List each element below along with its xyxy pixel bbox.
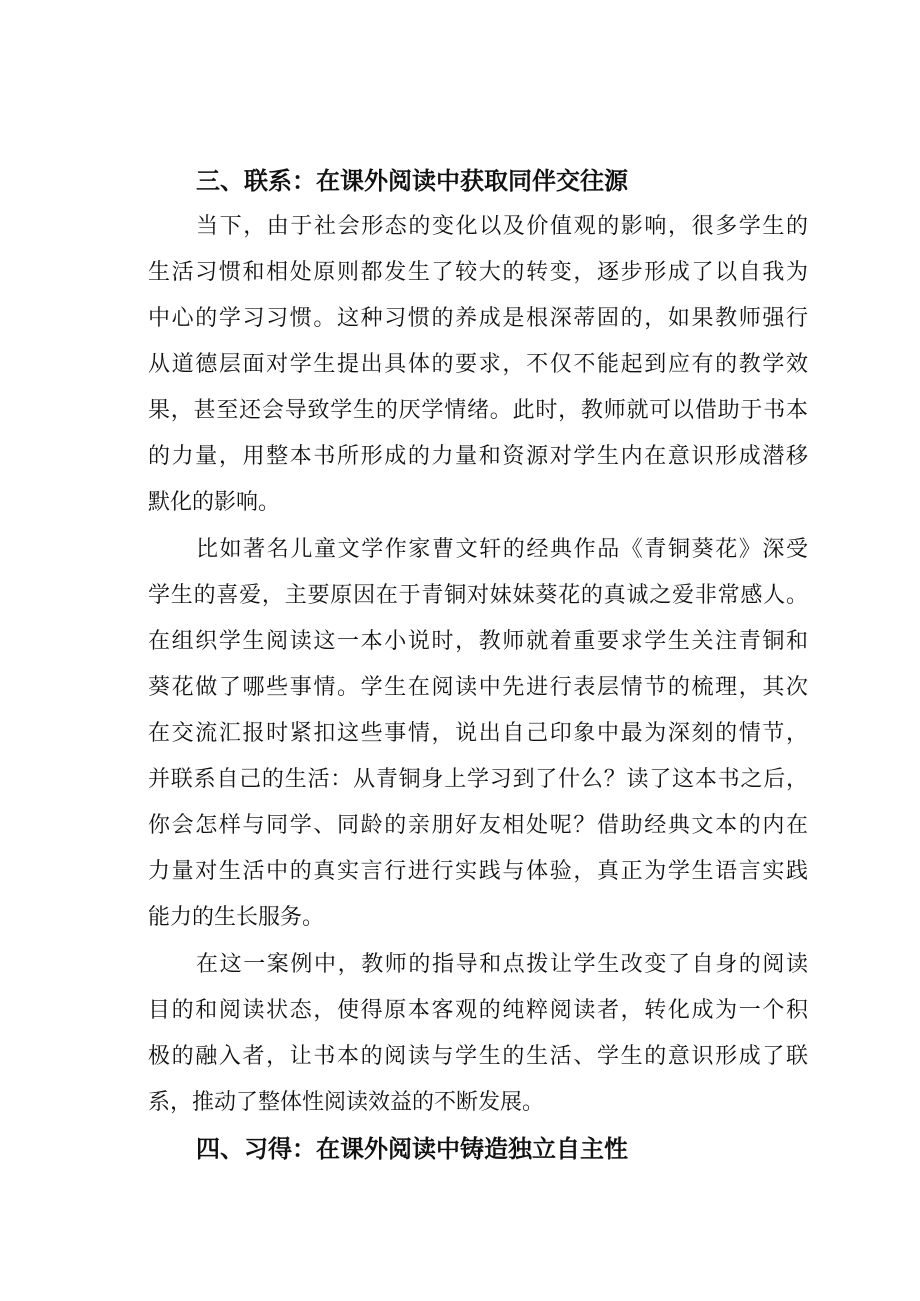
section-heading-3: 三、联系：在课外阅读中获取同伴交往源 <box>196 167 628 195</box>
paragraph-1-line-4: 从道德层面对学生提出具体的要求，不仅不能起到应有的教学效 <box>148 352 808 377</box>
paragraph-1-line-7: 默化的影响。 <box>148 490 281 515</box>
paragraph-2-line-7: 你会怎样与同学、同龄的亲朋好友相处呢？借助经典文本的内在 <box>148 813 808 838</box>
paragraph-2-line-5: 在交流汇报时紧扣这些事情，说出自己印象中最为深刻的情节， <box>148 721 808 746</box>
paragraph-1-line-5: 果，甚至还会导致学生的厌学情绪。此时，教师就可以借助于书本 <box>148 398 808 423</box>
paragraph-3-line-1: 在这一案例中，教师的指导和点拨让学生改变了自身的阅读 <box>196 952 808 977</box>
paragraph-1-line-1: 当下，由于社会形态的变化以及价值观的影响，很多学生的 <box>196 214 808 239</box>
paragraph-2-line-3: 在组织学生阅读这一本小说时，教师就着重要求学生关注青铜和 <box>148 629 808 654</box>
paragraph-2-line-4: 葵花做了哪些事情。学生在阅读中先进行表层情节的梳理，其次 <box>148 675 808 700</box>
paragraph-2-line-2: 学生的喜爱，主要原因在于青铜对妹妹葵花的真诚之爱非常感人。 <box>148 583 808 608</box>
section-heading-4: 四、习得：在课外阅读中铸造独立自主性 <box>196 1135 628 1163</box>
paragraph-3-line-2: 目的和阅读状态，使得原本客观的纯粹阅读者，转化成为一个积 <box>148 998 808 1023</box>
paragraph-2-line-6: 并联系自己的生活：从青铜身上学习到了什么？读了这本书之后， <box>148 767 808 792</box>
paragraph-2-line-1: 比如著名儿童文学作家曹文轩的经典作品《青铜葵花》深受 <box>196 537 808 562</box>
paragraph-3-line-4: 系，推动了整体性阅读效益的不断发展。 <box>148 1090 545 1115</box>
paragraph-2-line-8: 力量对生活中的真实言行进行实践与体验，真正为学生语言实践 <box>148 859 808 884</box>
paragraph-1-line-6: 的力量，用整本书所形成的力量和资源对学生内在意识形成潜移 <box>148 444 808 469</box>
paragraph-1-line-2: 生活习惯和相处原则都发生了较大的转变，逐步形成了以自我为 <box>148 260 808 285</box>
paragraph-3-line-3: 极的融入者，让书本的阅读与学生的生活、学生的意识形成了联 <box>148 1044 808 1069</box>
paragraph-2-line-9: 能力的生长服务。 <box>148 905 325 930</box>
paragraph-1-line-3: 中心的学习习惯。这种习惯的养成是根深蒂固的，如果教师强行 <box>148 306 808 331</box>
